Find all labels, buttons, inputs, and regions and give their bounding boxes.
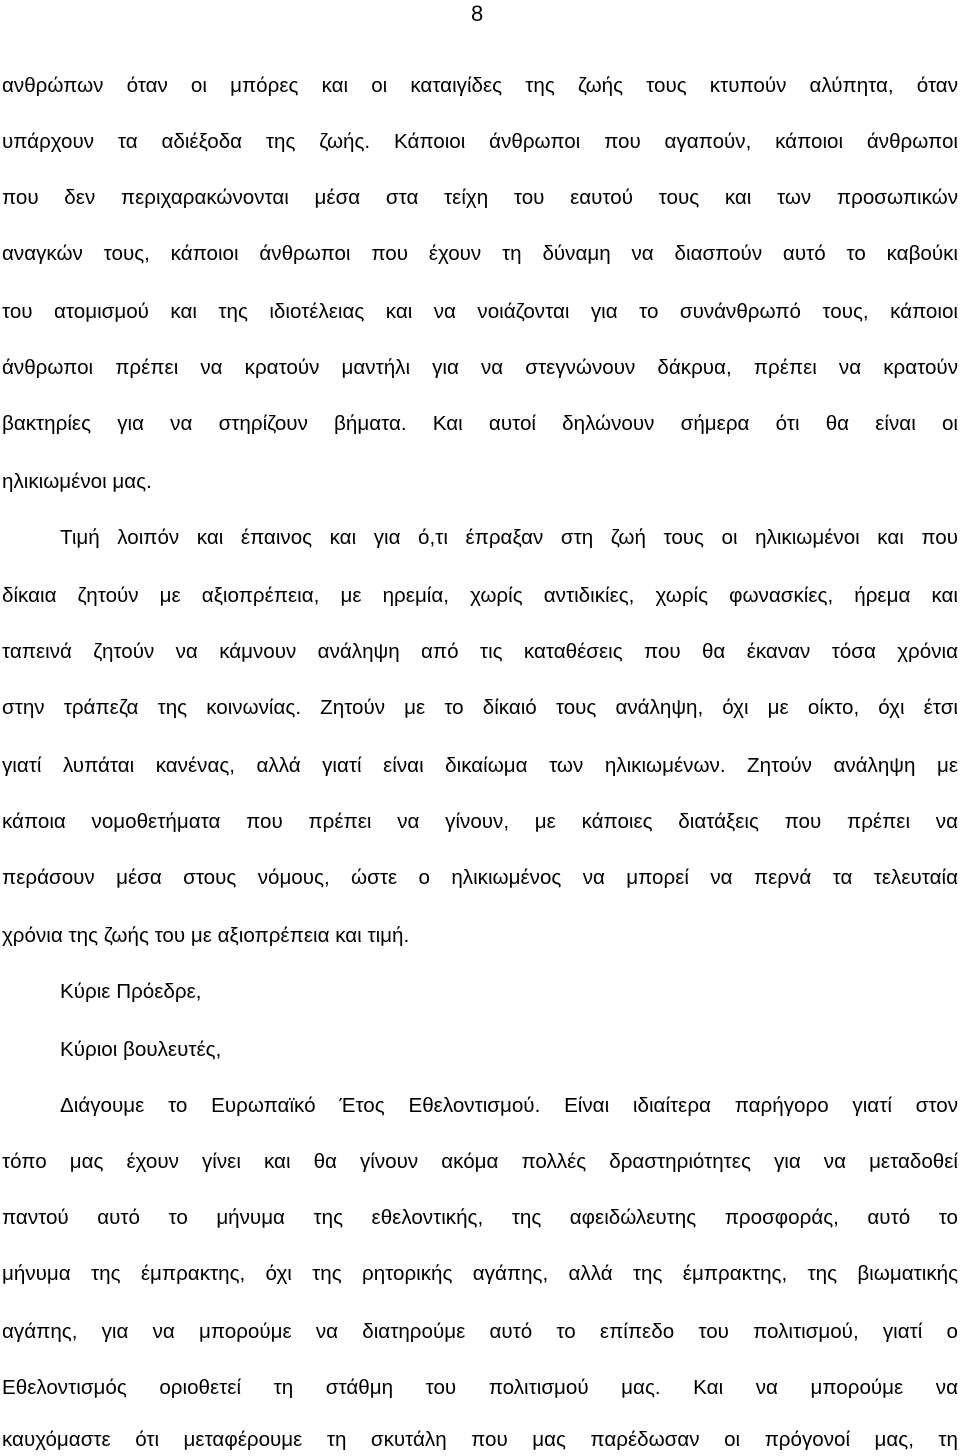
text-line: καυχόμαστε ότι μεταφέρουμε τη σκυτάλη που μας παρέδωσαν οι πρόγονοί μας, τη — [2, 1428, 958, 1451]
text-line: Εθελοντισμός οριοθετεί τη στάθμη του πολιτισμού μας. Και να μπορούμε να — [2, 1376, 958, 1399]
text-line: βακτηρίες για να στηρίζουν βήματα. Και αυτοί δηλώνουν σήμερα ότι θα είναι οι — [2, 412, 958, 435]
text-line: ανθρώπων όταν οι μπόρες και οι καταιγίδες της ζωής τους κτυπούν αλύπητα, όταν — [2, 74, 958, 97]
text-line: μήνυμα της έμπρακτης, όχι της ρητορικής αγάπης, αλλά της έμπρακτης, της βιωματικής — [2, 1262, 958, 1285]
text-line: Διάγουμε το Ευρωπαϊκό Έτος Εθελοντισμού. Είναι ιδιαίτερα παρήγορο γιατί στον — [60, 1094, 958, 1117]
text-line: τόπο μας έχουν γίνει και θα γίνουν ακόμα πολλές δραστηριότητες για να μεταδοθεί — [2, 1150, 958, 1173]
text-line: κάποια νομοθετήματα που πρέπει να γίνουν, με κάποιες διατάξεις που πρέπει να — [2, 810, 958, 833]
text-line: ηλικιωμένοι μας. — [2, 470, 152, 493]
page-number: 8 — [471, 1, 484, 26]
text-line: στην τράπεζα της κοινωνίας. Ζητούν με το δίκαιό τους ανάληψη, όχι με οίκτο, όχι έτσι — [2, 696, 958, 719]
text-line: Τιμή λοιπόν και έπαινος και για ό,τι έπραξαν στη ζωή τους οι ηλικιωμένοι και που — [60, 526, 958, 549]
text-line: που δεν περιχαρακώνονται μέσα στα τείχη του εαυτού τους και των προσωπικών — [2, 186, 958, 209]
text-line: χρόνια της ζωής του με αξιοπρέπεια και τιμή. — [2, 924, 410, 947]
text-line: αναγκών τους, κάποιοι άνθρωποι που έχουν τη δύναμη να διασπούν αυτό το καβούκι — [2, 242, 958, 265]
text-line: αγάπης, για να μπορούμε να διατηρούμε αυτό το επίπεδο του πολιτισμού, γιατί ο — [2, 1320, 958, 1343]
salutation-line: Κύριοι βουλευτές, — [60, 1038, 222, 1061]
text-line: του ατομισμού και της ιδιοτέλειας και να νοιάζονται για το συνάνθρωπό τους, κάποιοι — [2, 300, 958, 323]
text-line: ταπεινά ζητούν να κάμνουν ανάληψη από τις καταθέσεις που θα έκαναν τόσα χρόνια — [2, 640, 958, 663]
text-line: περάσουν μέσα στους νόμους, ώστε ο ηλικιωμένος να μπορεί να περνά τα τελευταία — [2, 866, 958, 889]
text-line: άνθρωποι πρέπει να κρατούν μαντήλι για να στεγνώνουν δάκρυα, πρέπει να κρατούν — [2, 356, 958, 379]
text-line: γιατί λυπάται κανένας, αλλά γιατί είναι δικαίωμα των ηλικιωμένων. Ζητούν ανάληψη με — [2, 754, 958, 777]
text-line: δίκαια ζητούν με αξιοπρέπεια, με ηρεμία, χωρίς αντιδικίες, χωρίς φωνασκίες, ήρεμα και — [2, 584, 958, 607]
text-line: υπάρχουν τα αδιέξοδα της ζωής. Κάποιοι άνθρωποι που αγαπούν, κάποιοι άνθρωποι — [2, 130, 958, 153]
text-line: παντού αυτό το μήνυμα της εθελοντικής, της αφειδώλευτης προσφοράς, αυτό το — [2, 1206, 958, 1229]
salutation-line: Κύριε Πρόεδρε, — [60, 980, 202, 1003]
